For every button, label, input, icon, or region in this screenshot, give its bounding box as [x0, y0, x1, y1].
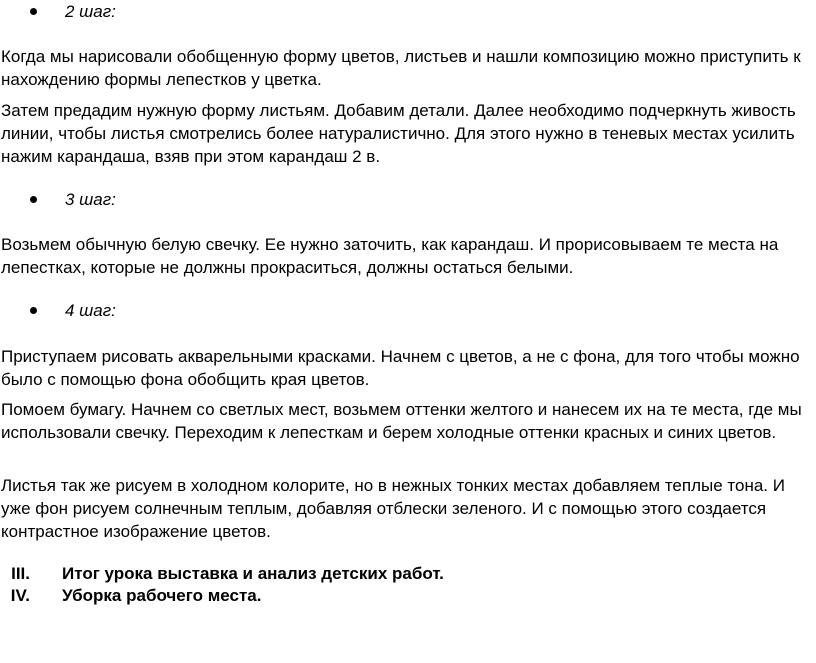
paragraph-5: Помоем бумагу. Начнем со светлых мест, возьмем оттенки желтого и нанесем их на те места, где мы использовали свечку. Переходим к лепесткам и берем холодные оттенки красных и синих цветов.	[1, 400, 802, 442]
roman-list-item-4	[0, 585, 700, 607]
step-2-label: 2 шаг:	[65, 2, 116, 21]
step-4-label: 4 шаг:	[65, 301, 116, 320]
roman-item-text: Уборка рабочего места.	[62, 586, 262, 605]
roman-item-text: Итог урока выставка и анализ детских работ.	[62, 564, 444, 583]
bullet-dot-icon	[30, 196, 37, 203]
bullet-dot-icon	[30, 307, 37, 314]
paragraph-2: Затем предадим нужную форму листьям. Добавим детали. Далее необходимо подчеркнуть живость линии, чтобы листья смотрелись более натуралистично. Для этого нужно в теневых местах усилить нажим карандаша, взяв при этом карандаш 2 в.	[1, 101, 796, 166]
roman-numeral: III.	[11, 564, 30, 583]
paragraph-1: Когда мы нарисовали обобщенную форму цветов, листьев и нашли композицию можно приступить к нахождению формы лепестков у цветка.	[1, 47, 801, 89]
paragraph-4: Приступаем рисовать акварельными красками. Начнем с цветов, а не с фона, для того чтобы можно было с помощью фона обобщить края цветов.	[1, 347, 800, 389]
step-3-label: 3 шаг:	[65, 190, 116, 209]
roman-numeral: IV.	[10, 586, 30, 605]
paragraph-6: Листья так же рисуем в холодном колорите, но в нежных тонких местах добавляем теплые тона. И уже фон рисуем солнечным теплым, добавляя отблески зеленого. И с помощью этого создается контрастное изображение цветов.	[1, 476, 785, 541]
bullet-dot-icon	[30, 8, 37, 15]
paragraph-3: Возьмем обычную белую свечку. Ее нужно заточить, как карандаш. И прорисовываем те места на лепестках, которые не должны прокраситься, должны остаться белыми.	[1, 235, 779, 277]
roman-list-item-3	[0, 563, 700, 585]
